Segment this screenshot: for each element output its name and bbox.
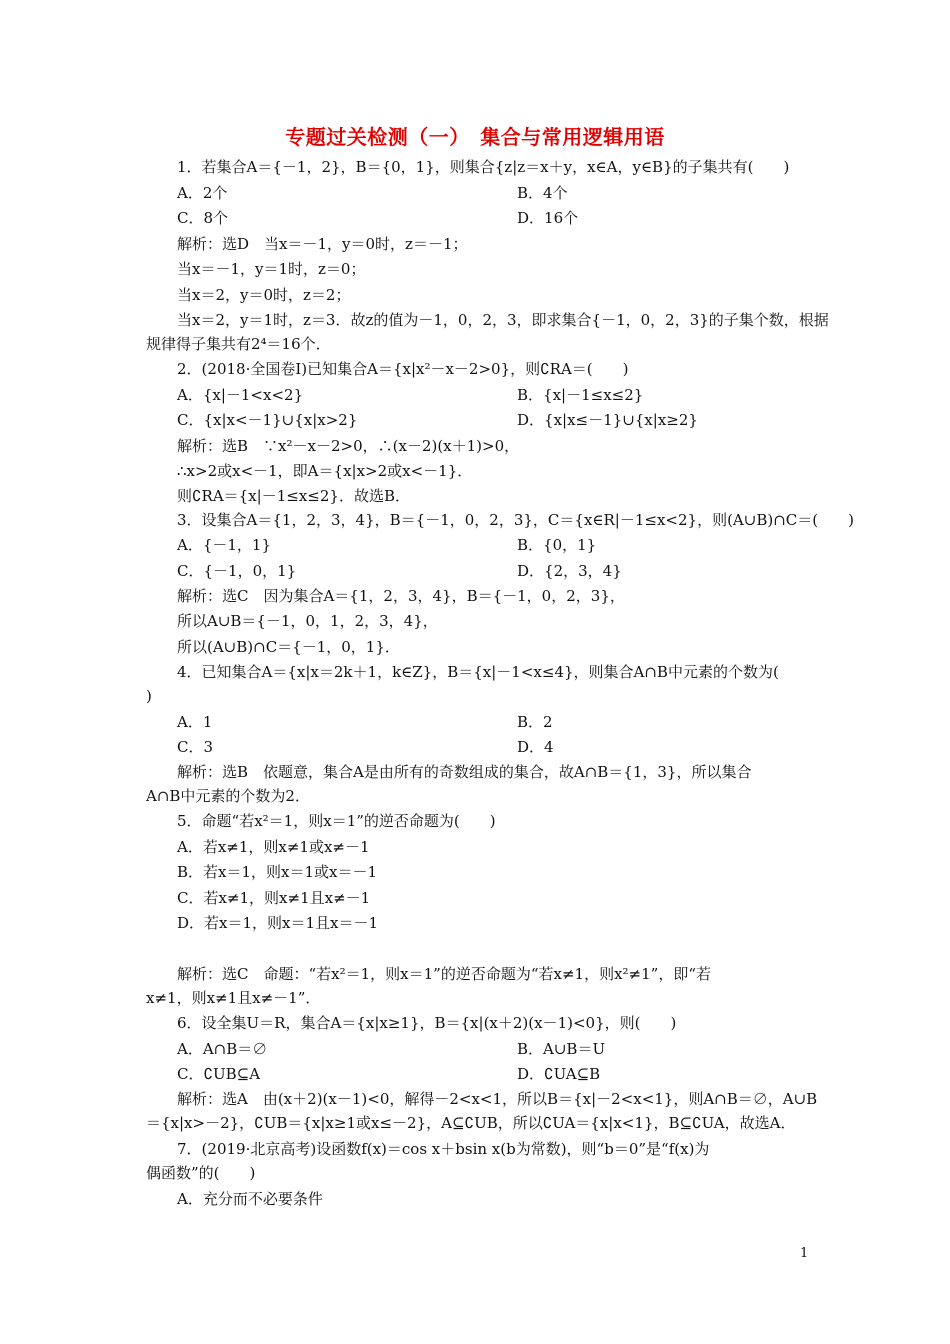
question-4: 4．已知集合A＝{x|x＝2k＋1，k∈Z}，B＝{x|－1<x≤4}，则集合A∩B中元素的个数为( <box>177 663 779 681</box>
solution-line: 规律得子集共有2⁴＝16个． <box>146 335 331 353</box>
option-d: D．{2，3，4} <box>517 562 622 580</box>
solution-line: 所以(A∪B)∩C＝{－1，0，1}． <box>177 638 400 656</box>
option-b: B．4个 <box>517 184 568 202</box>
option-d: D．4 <box>517 738 554 756</box>
solution-line: x≠1，则x≠1且x≠－1”． <box>146 989 321 1007</box>
option-a: A．充分而不必要条件 <box>177 1190 323 1208</box>
option-b: B．{x|－1≤x≤2} <box>517 386 644 404</box>
solution-line: 当x＝2，y＝0时，z＝2； <box>177 286 351 304</box>
question-2: 2．(2018·全国卷Ⅰ)已知集合A＝{x|x²－x－2>0}，则∁RA＝( ) <box>177 360 629 378</box>
solution-line: 则∁RA＝{x|－1≤x≤2}．故选B． <box>177 487 410 505</box>
option-c: C．∁UB⊆A <box>177 1065 261 1083</box>
option-b: B．2 <box>517 713 553 731</box>
option-d: D．16个 <box>517 209 579 227</box>
question-7: 7．(2019·北京高考)设函数f(x)＝cos x＋bsin x(b为常数)，则“b＝0”是“f(x)为 <box>177 1140 710 1158</box>
solution-line: 解析：选A 由(x＋2)(x－1)<0，解得－2<x<1，所以B＝{x|－2<x<1}，则A∩B＝∅，A∪B <box>177 1090 818 1108</box>
option-b: B．{0，1} <box>517 536 597 554</box>
option-c: C．{x|x<－1}∪{x|x>2} <box>177 411 358 429</box>
option-a: A．1 <box>177 713 213 731</box>
question-1: 1．若集合A＝{－1，2}，B＝{0，1}，则集合{z|z＝x＋y，x∈A，y∈B}的子集共有( ) <box>177 158 790 176</box>
page-number: 1 <box>800 1246 809 1261</box>
question-4-continued: ) <box>146 687 152 705</box>
solution-line: 解析：选C 命题：“若x²＝1，则x＝1”的逆否命题为“若x≠1，则x²≠1”，即“若 <box>177 965 711 983</box>
solution-line: A∩B中元素的个数为2． <box>146 787 310 805</box>
solution-line: 解析：选D 当x＝－1，y＝0时，z＝－1； <box>177 235 468 253</box>
option-a: A．2个 <box>177 184 228 202</box>
solution-line: 解析：选B ∵x²－x－2>0，∴(x－2)(x＋1)>0， <box>177 437 520 455</box>
option-d: D．{x|x≤－1}∪{x|x≥2} <box>517 411 698 429</box>
option-c: C．3 <box>177 738 214 756</box>
page-title: 专题过关检测（一） 集合与常用逻辑用语 <box>285 125 665 149</box>
solution-line: 解析：选B 依题意，集合A是由所有的奇数组成的集合，故A∩B＝{1，3}，所以集合 <box>177 763 752 781</box>
solution-line: 解析：选C 因为集合A＝{1，2，3，4}，B＝{－1，0，2，3}， <box>177 587 625 605</box>
option-a: A．{－1，1} <box>177 536 272 554</box>
option-c: C．{－1，0，1} <box>177 562 297 580</box>
option-a: A．{x|－1<x<2} <box>177 386 304 404</box>
option-c: C．若x≠1，则x≠1且x≠－1 <box>177 889 371 907</box>
option-a: A．A∩B＝∅ <box>177 1040 268 1058</box>
option-b: B．若x＝1，则x＝1或x＝－1 <box>177 863 378 881</box>
question-3: 3．设集合A＝{1，2，3，4}，B＝{－1，0，2，3}，C＝{x∈R|－1≤x<2}，则(A∪B)∩C＝( ) <box>177 511 854 529</box>
question-5: 5．命题“若x²＝1，则x＝1”的逆否命题为( ) <box>177 812 496 830</box>
option-a: A．若x≠1，则x≠1或x≠－1 <box>177 838 370 856</box>
solution-line: 所以A∪B＝{－1，0，1，2，3，4}， <box>177 612 438 630</box>
question-6: 6．设全集U＝R，集合A＝{x|x≥1}，B＝{x|(x＋2)(x－1)<0}，则( ) <box>177 1014 677 1032</box>
solution-line: ∴x>2或x<－1，即A＝{x|x>2或x<－1}． <box>177 462 473 480</box>
solution-line: 当x＝2，y＝1时，z＝3．故z的值为－1，0，2，3，即求集合{－1，0，2，3}的子集个数，根据 <box>177 311 829 329</box>
option-d: D．若x＝1，则x＝1且x＝－1 <box>177 914 379 932</box>
option-d: D．∁UA⊆B <box>517 1065 601 1083</box>
question-7-continued: 偶函数”的( ) <box>146 1164 256 1182</box>
solution-line: ＝{x|x>－2}，∁UB＝{x|x≥1或x≤－2}，A⊆∁UB，所以∁UA＝{x|x<1}，B⊆∁UA，故选A． <box>146 1114 796 1132</box>
option-b: B．A∪B＝U <box>517 1040 606 1058</box>
option-c: C．8个 <box>177 209 229 227</box>
solution-line: 当x＝－1，y＝1时，z＝0； <box>177 260 366 278</box>
